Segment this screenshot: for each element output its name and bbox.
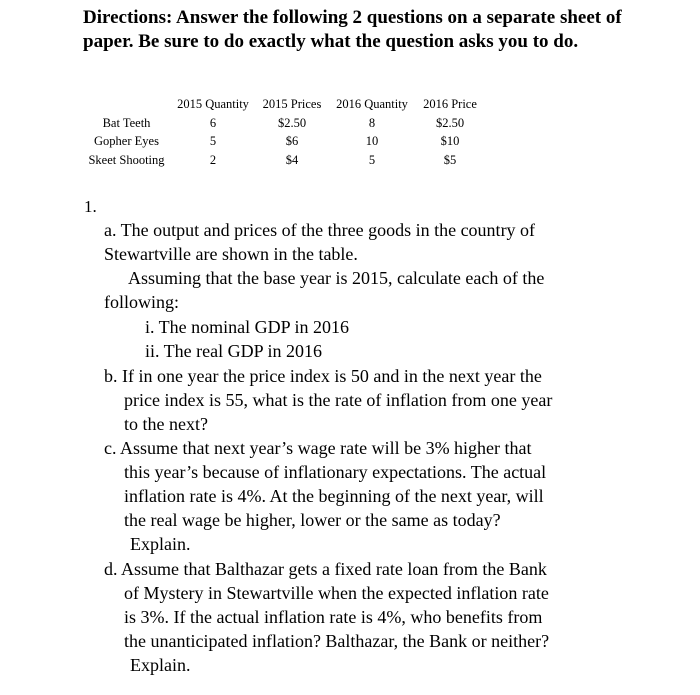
cell-2016-price: $5 (443, 152, 457, 167)
part-a-line-3: Assuming that the base year is 2015, calculate each of the (128, 268, 545, 288)
part-b-line-2: price index is 55, what is the rate of inflation from one year (124, 390, 553, 410)
header-2015-prices: 2015 Prices (262, 97, 322, 111)
cell-2016-quantity: 10 (365, 134, 379, 148)
part-c-line-5: Explain. (130, 534, 191, 554)
table-header-row (80, 95, 487, 114)
part-a-item-ii: ii. The real GDP in 2016 (145, 341, 322, 361)
cell-2015-price: $4 (285, 152, 299, 167)
question-number: 1. (84, 197, 97, 216)
directions-text: Directions: Answer the following 2 questions on a separate sheet of paper. Be sure to do exactly what the question asks you to do. (83, 7, 622, 52)
part-b-line-3: to the next? (124, 414, 208, 434)
part-a-line-1: a. The output and prices of the three goods in the country of (104, 220, 536, 240)
part-d-line-3: is 3%. If the actual inflation rate is 4%, who benefits from (124, 607, 543, 627)
cell-2015-price: $6 (285, 134, 299, 148)
part-c-line-4: the real wage be higher, lower or the same as today? (124, 510, 501, 530)
table-row (80, 132, 487, 151)
part-a-line-4: following: (104, 292, 179, 312)
goods-table (80, 95, 487, 169)
cell-2016-quantity: 8 (368, 115, 376, 130)
header-2016-quantity: 2016 Quantity (336, 97, 408, 111)
good-name: Gopher Eyes (94, 134, 159, 148)
part-a-item-i: i. The nominal GDP in 2016 (145, 317, 349, 337)
part-d-line-5: Explain. (130, 655, 191, 675)
cell-2015-quantity: 2 (209, 152, 217, 167)
table-row (80, 151, 487, 170)
part-d-line-4: the unanticipated inflation? Balthazar, the Bank or neither? (124, 631, 550, 651)
cell-2016-price: $2.50 (435, 115, 465, 130)
cell-2016-price: $10 (440, 134, 460, 148)
part-c-line-3: inflation rate is 4%. At the beginning of the next year, will (124, 486, 544, 506)
good-name: Skeet Shooting (88, 152, 165, 167)
part-c-line-2: this year’s because of inflationary expectations. The actual (124, 462, 547, 482)
part-c-line-1: c. Assume that next year’s wage rate will be 3% higher that (104, 438, 532, 458)
cell-2015-quantity: 6 (209, 115, 217, 130)
cell-2015-quantity: 5 (209, 134, 217, 148)
part-b-line-1: b. If in one year the price index is 50 and in the next year the (104, 366, 542, 386)
table-row (80, 114, 487, 133)
cell-2016-quantity: 5 (368, 152, 376, 167)
good-name: Bat Teeth (102, 115, 151, 130)
cell-2015-price: $2.50 (277, 115, 307, 130)
part-d-line-1: d. Assume that Balthazar gets a fixed rate loan from the Bank (104, 559, 547, 579)
header-2015-quantity: 2015 Quantity (177, 97, 249, 111)
part-d-line-2: of Mystery in Stewartville when the expected inflation rate (124, 583, 549, 603)
header-2016-price: 2016 Price (423, 97, 477, 111)
part-a-line-2: Stewartville are shown in the table. (104, 244, 358, 264)
